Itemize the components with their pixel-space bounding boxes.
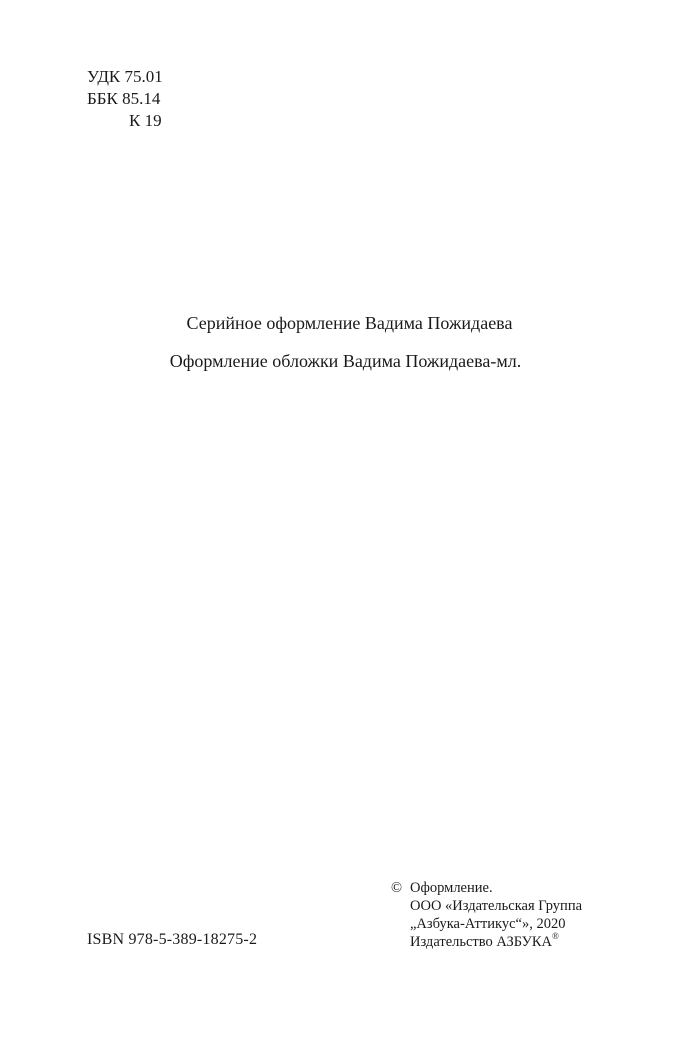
design-credits [0, 312, 679, 372]
bbk-code: ББК 85.14 [87, 89, 161, 108]
registered-mark: ® [552, 931, 559, 942]
copyright-text [410, 879, 582, 951]
copyright-line-2: ООО «Издательская Группа [410, 898, 583, 914]
udk-code: УДК 75.01 [87, 67, 163, 86]
catalog-codes [87, 66, 163, 132]
copyright-notice [391, 879, 582, 951]
copyright-line-3: „Азбука-Аттикус“», 2020 [410, 916, 566, 932]
series-design-credit: Серийное оформление Вадима Пожидаева [186, 313, 513, 333]
publisher-name: Издательство АЗБУКА [410, 934, 552, 950]
author-mark: К 19 [129, 111, 162, 130]
isbn: ISBN 978-5-389-18275-2 [87, 931, 258, 948]
cover-design-credit: Оформление обложки Вадима Пожидаева-мл. [169, 351, 522, 371]
copyright-line-1: Оформление. [410, 880, 493, 896]
copyright-sign: © [391, 880, 403, 896]
copyright-line-4 [410, 933, 582, 951]
